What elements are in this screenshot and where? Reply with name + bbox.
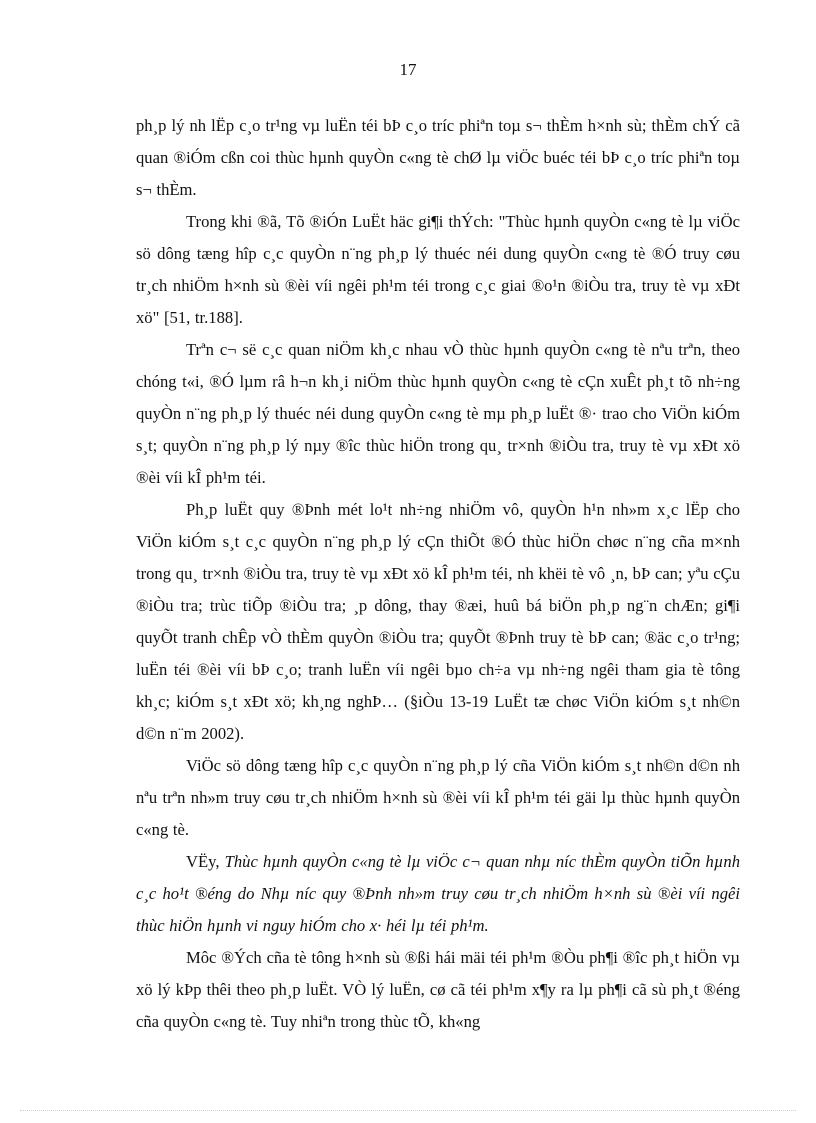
paragraph-2: Trong khi ®ã, Tõ ®iÓn LuËt häc gi¶i thÝch: "Thùc hµnh quyÒn c«ng tè lµ viÖc sö dông tæng hîp c¸c quyÒn n¨ng ph¸p lý thuéc néi dung quyÒn c«ng tè ®Ó truy cøu tr¸ch nhiÖm h×nh sù ®èi víi ngêi ph¹m téi trong c¸c giai ®o¹n ®iÒu tra, truy tè vµ xÐt xö" [51, tr.188]. [136, 212, 740, 327]
paragraph-6-definition [136, 846, 740, 942]
paragraph-7: Môc ®Ých cña tè tông h×nh sù ®ßi hái mäi téi ph¹m ®Òu ph¶i ®îc ph¸t hiÖn vµ xö lý kÞp thêi theo ph¸p luËt. VÒ lý luËn, cø cã téi ph¹m x¶y ra lµ ph¶i cã sù ph¸t ®éng cña quyÒn c«ng tè. Tuy nhiªn trong thùc tÕ, kh«ng [136, 948, 740, 1031]
paragraph-5: ViÖc sö dông tæng hîp c¸c quyÒn n¨ng ph¸p lý cña ViÖn kiÓm s¸t nh©n d©n nh nªu trªn nh»m truy cøu tr¸ch nhiÖm h×nh sù ®èi víi kÎ ph¹m téi gäi lµ thùc hµnh quyÒn c«ng tè. [136, 756, 740, 839]
paragraph-3: Trªn c¬ së c¸c quan niÖm kh¸c nhau vÒ thùc hµnh quyÒn c«ng tè nªu trªn, theo chóng t«i, ®Ó lµm râ h¬n kh¸i niÖm thùc hµnh quyÒn c«ng tè cÇn xuÊt ph¸t tõ nh÷ng quyÒn n¨ng ph¸p lý thuéc néi dung quyÒn c«ng tè mµ ph¸p luËt ®· trao cho ViÖn kiÓm s¸t; quyÒn n¨ng ph¸p lý nµy ®îc thùc hiÖn trong qu¸ tr×nh ®iÒu tra, truy tè vµ xÐt xö ®èi víi kÎ ph¹m téi. [136, 340, 740, 487]
paragraph-1: ph¸p lý nh lËp c¸o tr¹ng vµ luËn téi bÞ c¸o tríc phiªn toµ s¬ thÈm h×nh sù; thÈm chÝ cã quan ®iÓm cßn coi thùc hµnh quyÒn c«ng tè chØ lµ viÖc buéc téi bÞ c¸o tríc phiªn toµ s¬ thÈm. [136, 116, 740, 199]
paragraph-4: Ph¸p luËt quy ®Þnh mét lo¹t nh÷ng nhiÖm vô, quyÒn h¹n nh»m x¸c lËp cho ViÖn kiÓm s¸t c¸c quyÒn n¨ng ph¸p lý cÇn thiÕt ®Ó thùc hiÖn chøc n¨ng cña m×nh trong qu¸ tr×nh ®iÒu tra, truy tè vµ xÐt xö kÎ ph¹m téi, nh khëi tè vô ¸n, bÞ can; yªu cÇu ®iÒu tra; trùc tiÕp ®iÒu tra; ¸p dông, thay ®æi, huû bá biÖn ph¸p ng¨n chÆn; gi¶i quyÕt tranh chÊp vÒ thÈm quyÒn ®iÒu tra; quyÕt ®Þnh truy tè bÞ can; ®äc c¸o tr¹ng; luËn téi ®èi víi bÞ c¸o; tranh luËn víi ngêi bµo ch÷a vµ nh÷ng ngêi tham gia tè tông kh¸c; kiÓm s¸t xÐt xö; kh¸ng nghÞ… (§iÒu 13-19 LuËt tæ chøc ViÖn kiÓm s¸t nh©n d©n n¨m 2002). [136, 500, 740, 743]
definition-italic-text: Thùc hµnh quyÒn c«ng tè lµ viÖc c¬ quan nhµ níc thÈm quyÒn tiÕn hµnh c¸c ho¹t ®éng do Nhµ níc quy ®Þnh nh»m truy cøu tr¸ch nhiÖm h×nh sù ®èi víi ngêi thùc hiÖn hµnh vi nguy hiÓm cho x· héi lµ téi ph¹m. [136, 852, 740, 935]
page-bottom-border [20, 1110, 796, 1111]
document-body [136, 110, 740, 1038]
page-number: 17 [399, 60, 417, 79]
definition-lead: VËy, [186, 852, 225, 871]
